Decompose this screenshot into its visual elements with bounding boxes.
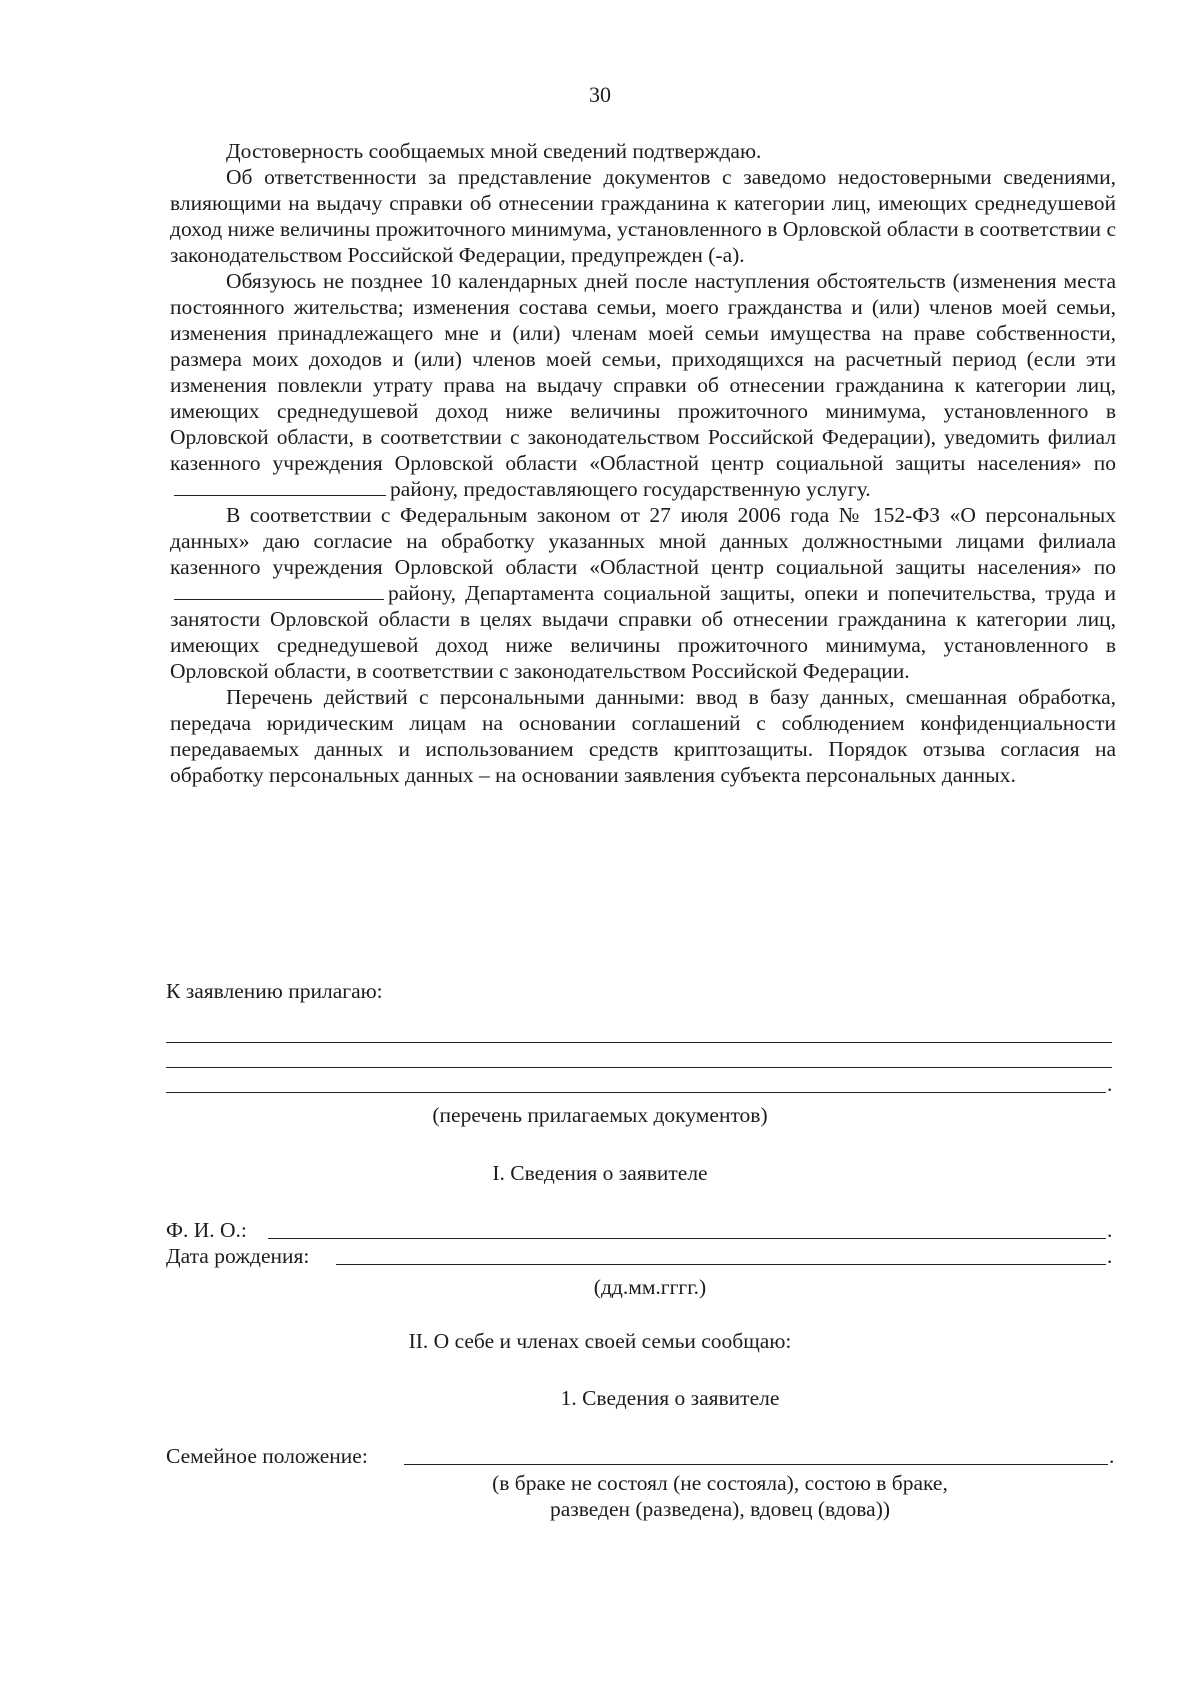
marital-status-label: Семейное положение: — [166, 1444, 368, 1468]
section-1-title: I. Сведения о заявителе — [492, 1161, 708, 1185]
section-2-title: II. О себе и членах своей семьи сообщаю: — [408, 1329, 792, 1353]
attachments-caption: (перечень прилагаемых документов) — [432, 1103, 768, 1127]
birth-date-label: Дата рождения: — [166, 1244, 310, 1268]
marital-status-hint-2: разведен (разведена), вдовец (вдова)) — [549, 1497, 891, 1521]
attachment-line-1[interactable] — [166, 1042, 1112, 1043]
paragraph-consent-text: В соответствии с Федеральным законом от 27 июля 2006 года № 152-ФЗ «О персональных данных» даю согласие на обработку указанных мной данных должностными лицами филиала казенного учреждения Орловской области «Областной центр социальной защиты населения» по — [170, 503, 1116, 579]
section-2-subtitle: 1. Сведения о заявителе — [560, 1386, 780, 1410]
paragraph-obligation-text: Обязуюсь не позднее 10 календарных дней после наступления обстоятельств (изменения места постоянного жительства; изменения состава семьи, моего гражданства и (или) членов моей семьи, изменения принадлежащего мне и (или) членам моей семьи имущества на праве собственности, размера моих доходов и (или) членов моей семьи, приходящихся на расчетный период (если эти изменения повлекли утрату права на выдачу справки об отнесении гражданина к категории лиц, имеющих среднедушевой доход ниже величины прожиточного минимума, установленного в Орловской области, в соответствии с законодательством Российской Федерации), уведомить филиал казенного учреждения Орловской области «Областной центр социальной защиты населения» по — [170, 269, 1116, 475]
attachment-line-3[interactable] — [166, 1092, 1106, 1093]
page-number: 30 — [589, 82, 611, 107]
attachment-line-2[interactable] — [166, 1067, 1112, 1068]
marital-status-hint-1: (в браке не состоял (не состояла), состою в браке, — [492, 1471, 948, 1495]
birth-date-end-dot: . — [1107, 1244, 1113, 1268]
marital-status-end-dot: . — [1109, 1444, 1115, 1468]
attachments-label: К заявлению прилагаю: — [166, 979, 383, 1003]
birth-date-hint: (дд.мм.гггг.) — [593, 1275, 707, 1299]
paragraph-responsibility: Об ответственности за представление документов с заведомо недостоверными сведениями, влияющими на выдачу справки об отнесении гражданина к категории лиц, имеющих среднедушевой доход ниже величины прожиточного минимума, установленного в Орловской области в соответствии с законодательством Российской Федерации, предупрежден (-а). — [170, 165, 1116, 267]
fio-field[interactable] — [268, 1238, 1106, 1239]
paragraph-actions: Перечень действий с персональными данными: ввод в базу данных, смешанная обработка, передача юридическим лицам на основании соглашений с соблюдением конфиденциальности передаваемых данных и использованием средств криптозащиты. Порядок отзыва согласия на обработку персональных данных – на основании заявления субъекта персональных данных. — [170, 685, 1116, 787]
paragraph-obligation-end: району, предоставляющего государственную услугу. — [390, 477, 871, 501]
district-blank-2[interactable] — [174, 581, 384, 600]
district-blank-1[interactable] — [174, 477, 386, 496]
fio-end-dot: . — [1107, 1218, 1113, 1242]
document-body — [170, 138, 1116, 788]
paragraph-consent-end: району, Департамента социальной защиты, опеки и попечительства, труда и занятости Орловской области в целях выдачи справки об отнесении гражданина к категории лиц, имеющих среднедушевой доход ниже величины прожиточного минимума, установленного в Орловской области, в соответствии с законодательством Российской Федерации. — [170, 581, 1116, 683]
paragraph-consent — [170, 502, 1116, 684]
attachment-end-dot: . — [1107, 1072, 1113, 1096]
fio-label: Ф. И. О.: — [166, 1218, 247, 1242]
marital-status-field[interactable] — [404, 1464, 1108, 1465]
paragraph-obligation — [170, 268, 1116, 502]
birth-date-field[interactable] — [336, 1264, 1106, 1265]
paragraph-confirmation: Достоверность сообщаемых мной сведений подтверждаю. — [226, 139, 762, 163]
